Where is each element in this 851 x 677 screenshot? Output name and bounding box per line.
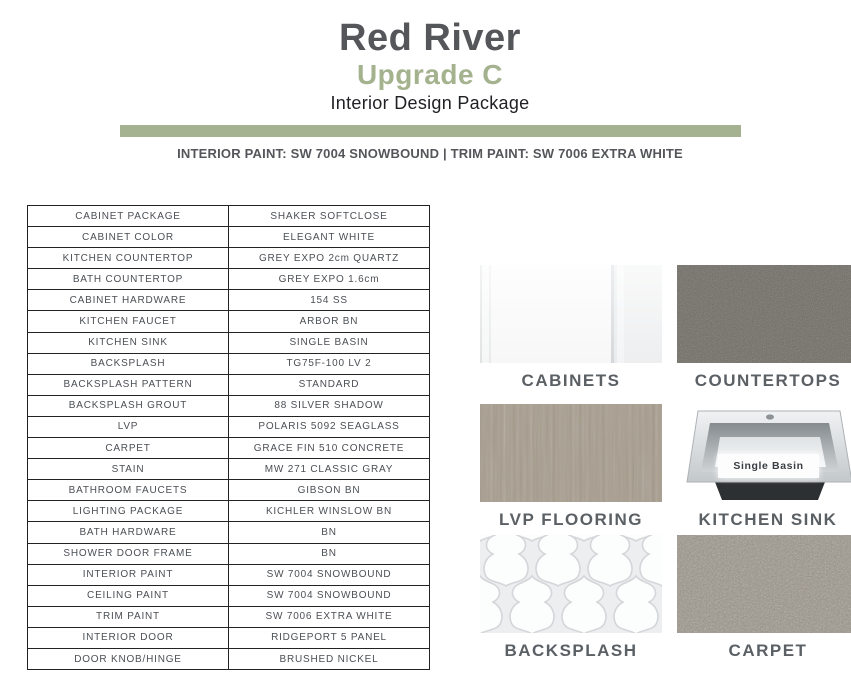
spec-value-cell: RIDGEPORT 5 PANEL	[229, 627, 430, 648]
table-row	[28, 227, 430, 248]
table-row	[28, 374, 430, 395]
spec-value-cell: BRUSHED NICKEL	[229, 648, 430, 669]
spec-label-cell: KITCHEN FAUCET	[28, 311, 229, 332]
spec-label-cell: STAIN	[28, 459, 229, 480]
spec-value-cell: MW 271 CLASSIC GRAY	[229, 459, 430, 480]
spec-label-cell: KITCHEN COUNTERTOP	[28, 248, 229, 269]
swatch-carpet	[677, 535, 851, 661]
spec-label-cell: CEILING PAINT	[28, 585, 229, 606]
swatch-label: BACKSPLASH	[504, 641, 638, 660]
spec-label-cell: BACKSPLASH PATTERN	[28, 374, 229, 395]
sink-illustration	[677, 404, 851, 502]
table-row	[28, 438, 430, 459]
table-row	[28, 522, 430, 543]
spec-label-cell: BACKSPLASH	[28, 353, 229, 374]
spec-value-cell: BN	[229, 543, 430, 564]
spec-value-cell: GRACE FIN 510 CONCRETE	[229, 438, 430, 459]
spec-value-cell: SW 7006 EXTRA WHITE	[229, 606, 430, 627]
divider-bar	[120, 125, 741, 137]
swatch-backsplash	[480, 535, 662, 661]
table-row	[28, 206, 430, 227]
spec-value-cell: 154 SS	[229, 290, 430, 311]
paint-spec-line: INTERIOR PAINT: SW 7004 SNOWBOUND | TRIM PAINT: SW 7006 EXTRA WHITE	[177, 146, 683, 161]
swatch-countertops	[677, 265, 851, 391]
page-tagline: Interior Design Package	[330, 93, 530, 113]
table-row	[28, 248, 430, 269]
table-row	[28, 585, 430, 606]
spec-label-cell: TRIM PAINT	[28, 606, 229, 627]
spec-label-cell: CABINET COLOR	[28, 227, 229, 248]
spec-table-body	[28, 206, 430, 670]
spec-value-cell: SINGLE BASIN	[229, 332, 430, 353]
spec-label-cell: LVP	[28, 416, 229, 437]
table-row	[28, 648, 430, 669]
page-title: Red River	[339, 17, 521, 59]
spec-value-cell: POLARIS 5092 SEAGLASS	[229, 416, 430, 437]
table-row	[28, 353, 430, 374]
spec-value-cell: 88 SILVER SHADOW	[229, 395, 430, 416]
spec-label-cell: DOOR KNOB/HINGE	[28, 648, 229, 669]
spec-label-cell: SHOWER DOOR FRAME	[28, 543, 229, 564]
table-row	[28, 501, 430, 522]
spec-value-cell: SW 7004 SNOWBOUND	[229, 585, 430, 606]
table-row	[28, 627, 430, 648]
spec-value-cell: SW 7004 SNOWBOUND	[229, 564, 430, 585]
swatch-label: KITCHEN SINK	[698, 510, 838, 529]
spec-label-cell: INTERIOR PAINT	[28, 564, 229, 585]
spec-label-cell: CABINET PACKAGE	[28, 206, 229, 227]
table-row	[28, 543, 430, 564]
spec-value-cell: STANDARD	[229, 374, 430, 395]
swatch-kitchen-sink	[677, 404, 851, 530]
table-row	[28, 311, 430, 332]
lvp-swatch-image	[480, 404, 662, 502]
swatch-label: CARPET	[728, 641, 808, 660]
spec-label-cell: CABINET HARDWARE	[28, 290, 229, 311]
spec-label-cell: BATH HARDWARE	[28, 522, 229, 543]
spec-value-cell: GREY EXPO 1.6cm	[229, 269, 430, 290]
spec-label-cell: BACKSPLASH GROUT	[28, 395, 229, 416]
spec-label-cell: BATHROOM FAUCETS	[28, 480, 229, 501]
spec-value-cell: ELEGANT WHITE	[229, 227, 430, 248]
table-row	[28, 395, 430, 416]
spec-value-cell: ARBOR BN	[229, 311, 430, 332]
spec-value-cell: TG75F-100 LV 2	[229, 353, 430, 374]
spec-table	[27, 205, 430, 670]
table-row	[28, 459, 430, 480]
spec-label-cell: INTERIOR DOOR	[28, 627, 229, 648]
spec-value-cell: BN	[229, 522, 430, 543]
table-row	[28, 606, 430, 627]
spec-label-cell: KITCHEN SINK	[28, 332, 229, 353]
countertops-swatch-image	[677, 265, 851, 363]
swatch-label: COUNTERTOPS	[694, 371, 842, 390]
spec-label-cell: BATH COUNTERTOP	[28, 269, 229, 290]
table-row	[28, 290, 430, 311]
swatch-label: CABINETS	[521, 371, 621, 390]
table-row	[28, 480, 430, 501]
spec-value-cell: SHAKER SOFTCLOSE	[229, 206, 430, 227]
table-row	[28, 332, 430, 353]
spec-value-cell: KICHLER WINSLOW BN	[229, 501, 430, 522]
spec-value-cell: GREY EXPO 2cm QUARTZ	[229, 248, 430, 269]
spec-label-cell: LIGHTING PACKAGE	[28, 501, 229, 522]
table-row	[28, 269, 430, 290]
spec-label-cell: CARPET	[28, 438, 229, 459]
kitchen-sink-swatch-image	[677, 404, 851, 502]
backsplash-swatch-image	[480, 535, 662, 633]
sink-basin-label: Single Basin	[718, 454, 819, 478]
swatch-cabinets	[480, 265, 662, 391]
swatch-label: LVP FLOORING	[499, 510, 643, 529]
table-row	[28, 564, 430, 585]
spec-value-cell: GIBSON BN	[229, 480, 430, 501]
carpet-swatch-image	[677, 535, 851, 633]
swatch-lvp-flooring	[480, 404, 662, 530]
cabinets-swatch-image	[480, 265, 662, 363]
table-row	[28, 416, 430, 437]
page-subtitle: Upgrade C	[356, 59, 504, 90]
